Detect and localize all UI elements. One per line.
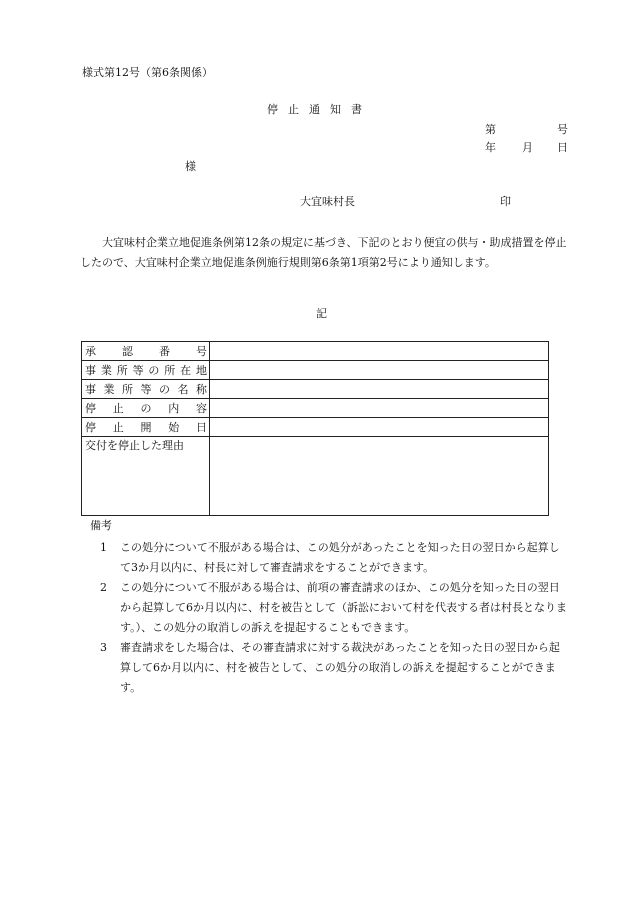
notes-title: 備考 <box>90 519 112 532</box>
row-label-cell <box>82 361 210 380</box>
row-label: 停止開始日 <box>85 420 207 434</box>
ki-heading: 記 <box>316 307 327 320</box>
sender-name: 大宜味村長 <box>300 195 355 208</box>
note-number: 3 <box>100 641 107 654</box>
note-text: 審査請求をした場合は、その審査請求に対する裁決があったことを知った日の翌日から起算して6か月以内に、村を被告として、この処分の取消しの訴えを提起することができます。 <box>120 641 560 694</box>
notes-list <box>100 538 570 698</box>
row-label-cell <box>82 437 210 516</box>
note-text: この処分について不服がある場合は、この処分があったことを知った日の翌日から起算して3か月以内に、村長に対して審査請求をすることができます。 <box>120 541 560 574</box>
note-number: 2 <box>100 581 107 594</box>
table-row <box>82 342 549 361</box>
document-title: 停止通知書 <box>267 103 372 116</box>
row-label: 停止の内容 <box>85 401 207 415</box>
suspension-start-value <box>210 418 549 437</box>
table-row <box>82 437 549 516</box>
notice-body: 大宜味村企業立地促進条例第12条の規定に基づき、下記のとおり便宜の供与・助成措置を停止したので、大宜味村企業立地促進条例施行規則第6条第1項第2号により通知します。 <box>80 236 567 269</box>
note-item <box>100 638 570 698</box>
date-year-label: 年 <box>485 141 496 154</box>
table-row <box>82 399 549 418</box>
form-number: 様式第12号（第6条関係） <box>82 66 213 79</box>
row-label-cell <box>82 380 210 399</box>
info-table <box>81 341 549 516</box>
row-label: 事業所等の名称 <box>85 382 207 396</box>
office-location-value <box>210 361 549 380</box>
note-item <box>100 578 570 638</box>
row-label: 交付を停止した理由 <box>85 439 184 452</box>
addressee-honorific: 様 <box>185 160 196 173</box>
suspension-content-value <box>210 399 549 418</box>
note-text: この処分について不服がある場合は、前項の審査請求のほか、この処分を知った日の翌日から起算して6か月以内に、村を被告として（訴訟において村を代表する者は村長となります。）、この処分の取消しの訴えを提起することもできます。 <box>120 581 567 634</box>
table-row <box>82 418 549 437</box>
approval-number-value <box>210 342 549 361</box>
document-number-label: 第 <box>485 123 496 136</box>
office-name-value <box>210 380 549 399</box>
row-label-cell <box>82 418 210 437</box>
date-month-label: 月 <box>522 141 533 154</box>
date-day-label: 日 <box>557 141 568 154</box>
seal-mark: 印 <box>500 195 511 208</box>
row-label: 承認番号 <box>85 344 207 358</box>
row-label-cell <box>82 342 210 361</box>
table-row <box>82 380 549 399</box>
note-number: 1 <box>100 541 107 554</box>
document-number-suffix: 号 <box>557 123 568 136</box>
row-label: 事業所等の所在地 <box>85 363 207 377</box>
note-item <box>100 538 570 578</box>
suspension-reason-value <box>210 437 549 516</box>
row-label-cell <box>82 399 210 418</box>
table-row <box>82 361 549 380</box>
